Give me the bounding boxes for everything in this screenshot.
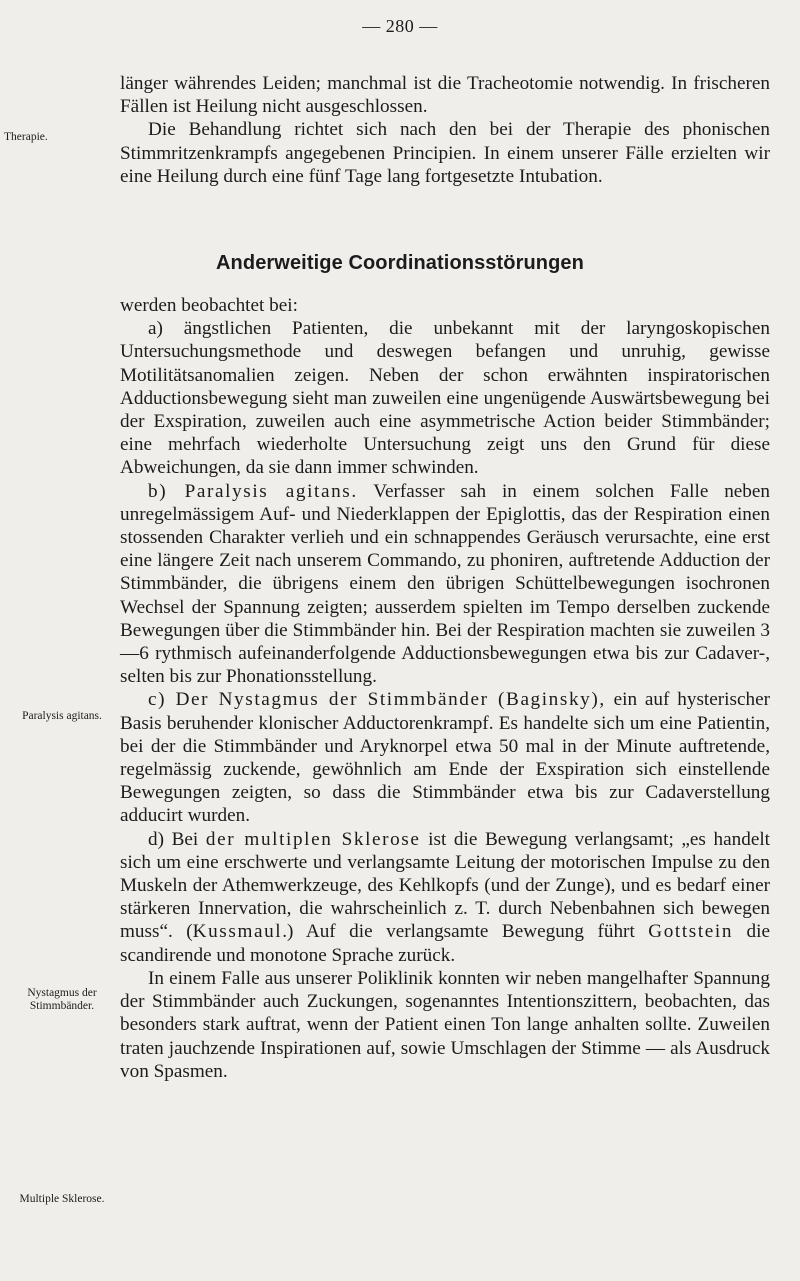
section-heading: Anderweitige Coordinationsstörungen <box>216 252 584 274</box>
label-nystagmus: c) Der Nystagmus der Stimmbänder (Baginsky), <box>148 689 606 711</box>
paragraph-final: In einem Falle aus unserer Poliklinik konnten wir neben mangelhafter Spannung der Stimmbänder auch Zuckungen, sogenanntes Intentionszittern, beobachten, das besonders stark auftrat, wenn der Patient einen Ton lange anhalten sollte. Zuweilen traten jauchzende Inspirationen auf, sowie Umschlagen der Stimme — als Ausdruck von Spasmen. <box>120 967 770 1082</box>
name-kussmaul: Kussmaul <box>192 921 283 943</box>
label-paralysis-agitans: b) Paralysis agitans. <box>148 480 358 502</box>
margin-note-therapie: Therapie. <box>4 131 48 143</box>
paragraph-c <box>120 688 770 827</box>
paragraph-a: a) ängstlichen Patienten, die unbekannt mit der laryngoskopischen Untersuchungsmethode und deswegen befangen und unruhig, gewisse Motilitätsanomalien zeigen. Neben der schon erwähnten inspiratorischen Adductionsbewegung sieht man zuweilen eine ungenügende Auswärtsbewegung bei der Exspiration, zuweilen auch eine asymmetrische Action beider Stimmbänder; eine mehrfach wiederholte Untersuchung zeigt uns den Grund für diese Abweichungen, da sie dann immer schwinden. <box>120 318 770 479</box>
intro-block <box>120 72 770 188</box>
text-d-end: die scandirende und monotone Sprache zurück. <box>120 921 770 966</box>
lead-line: werden beobachtet bei: <box>120 295 298 316</box>
main-block <box>120 294 770 1083</box>
paragraph-b <box>120 480 770 689</box>
text-d-pre: d) Bei <box>148 828 199 850</box>
margin-note-paralysis: Paralysis agitans. <box>22 710 102 722</box>
text-b: Verfasser sah in einem solchen Falle neben unregelmässigem Auf- und Niederklappen der Epiglottis, das der Respiration einen stossenden Charakter verlieh und ein schnappendes Geräusch verursachte, eine erst eine längere Zeit nach unserem Commando, zu phoniren, auftretende Adduction der Stimmbänder, die übrigens einem den übrigen Schüttelbewegungen isochronen Wechsel der Spannung zeigten; ausserdem spielten im Tempo derselben zuckende Bewegungen über die Stimmbänder hin. Bei der Respiration machten sie zuweilen 3—6 rythmisch aufeinanderfolgende Adductionsbewegungen etwa bis zur Cadaver-, selten bis zur Phonationsstellung. <box>120 480 771 688</box>
label-multiple-sklerose: der multiplen Sklerose <box>205 828 421 850</box>
text-d-mid: ist die Bewegung verlangsamt; „es handelt sich um eine erschwerte und verlangsamte Leitung der motorischen Impulse zu den Muskeln der Athemwerkzeuge, des Kehlkopfs (und der Zunge), und es bedarf einer stärkeren Innervation, die wahrscheinlich z. T. durch Nebenbahnen sich bewegen muss“. ( <box>120 828 771 943</box>
intro-paragraph: länger währendes Leiden; manchmal ist die Tracheotomie notwendig. In frischeren Fällen ist Heilung nicht ausgeschlossen. <box>120 73 770 118</box>
therapy-paragraph: Die Behandlung richtet sich nach den bei der Therapie des phonischen Stimmritzenkrampfs angegebenen Principien. In einem unserer Fälle erzielten wir eine Heilung durch eine fünf Tage lang fortgesetzte Intubation. <box>120 119 770 187</box>
name-gottstein: Gottstein <box>648 921 734 943</box>
margin-note-multiple: Multiple Sklerose. <box>19 1193 105 1205</box>
margin-note-nystagmus: Nystagmus der Stimmbänder. <box>27 987 97 1012</box>
page-number: — 280 — <box>362 16 438 36</box>
text-d-mid2: .) Auf die verlangsamte Bewegung führt <box>282 921 635 943</box>
text-c: ein auf hysterischer Basis beruhender klonischer Adductorenkrampf. Es handelte sich um eine Patientin, bei der die Stimmbänder und Aryknorpel etwa 50 mal in der Minute auftretende, regelmässig zuckende, gewöhnlich am Ende der Exspiration sich einstellende Bewegungen zeigten, so dass die Stimmbänder etwa bis zur Cadaverstellung adducirt wurden. <box>120 689 770 827</box>
paragraph-d <box>120 828 770 967</box>
